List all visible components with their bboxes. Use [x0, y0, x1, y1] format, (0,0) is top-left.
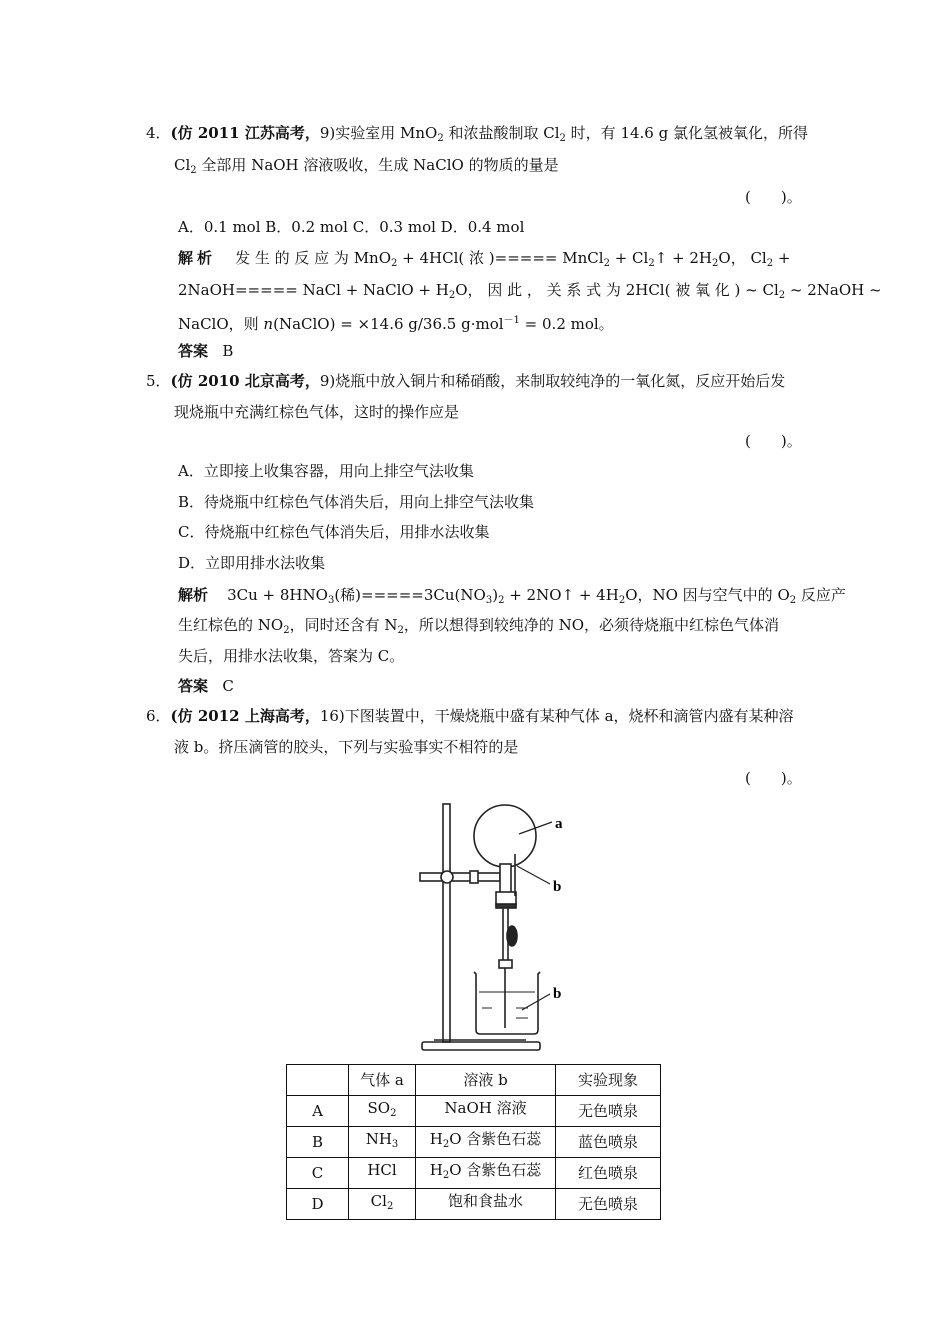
q5-jiexi-line2	[178, 615, 779, 641]
result-cell: 无色喷泉	[556, 1189, 661, 1220]
q5-jiexi-text: ，所以想得到较纯净的 NO，必须待烧瓶中红棕色气体消	[403, 616, 780, 634]
solution-cell	[416, 1127, 556, 1158]
q4-jiexi-italic: n	[263, 315, 274, 333]
gas: SO	[367, 1099, 391, 1117]
q5-jiexi-text: )	[492, 586, 499, 604]
q6-text: 下图装置中，干燥烧瓶中盛有某种气体 a，烧杯和滴管内盛有某种溶	[344, 707, 794, 725]
q5-number: 5．	[146, 372, 171, 390]
subscript: 2	[498, 595, 505, 606]
subscript: 3	[391, 1139, 399, 1150]
q6-options-table	[286, 1064, 661, 1220]
q5-jiexi-line1	[178, 585, 846, 611]
answer-label: 答案	[178, 677, 209, 695]
answer-value: B	[222, 342, 234, 360]
q4-jiexi-text: ↑ + 2H	[654, 249, 713, 267]
q4-line2	[174, 155, 559, 181]
q6-line1	[146, 706, 794, 726]
solution-prefix: H	[429, 1161, 443, 1179]
q5-option-b: B．待烧瓶中红棕色气体消失后，用向上排空气法收集	[178, 493, 535, 511]
label-b-dropper: b	[553, 879, 562, 895]
q4-jiexi-text: +	[773, 249, 791, 267]
q5-line1	[146, 371, 785, 391]
superscript: －1	[503, 315, 520, 326]
q4-text: 全部用 NaOH 溶液吸收，生成 NaClO 的物质的量是	[196, 156, 559, 174]
leader-b1	[517, 866, 550, 884]
subscript: 2	[766, 258, 774, 269]
q4-source-num: 9)	[319, 124, 336, 142]
q5-text: 烧瓶中放入铜片和稀硝酸，来制取较纯净的一氧化氮，反应开始后发	[335, 372, 786, 390]
q4-jiexi-text: + 4HCl( 浓 )===== MnCl	[397, 249, 604, 267]
gas-cell	[349, 1158, 416, 1189]
q4-answer	[178, 341, 233, 361]
subscript: 2	[712, 258, 719, 269]
gas-cell	[349, 1096, 416, 1127]
subscript: 2	[618, 595, 626, 606]
q5-source-num: 9)	[319, 372, 336, 390]
table-header: 溶液 b	[416, 1065, 556, 1096]
clamp-screw	[470, 871, 478, 883]
result-cell: 蓝色喷泉	[556, 1127, 661, 1158]
table-row	[287, 1189, 661, 1220]
subscript: 2	[437, 133, 444, 144]
q4-source: (仿 2011 江苏高考，	[170, 124, 320, 142]
label-a: a	[555, 816, 563, 832]
q5-jiexi-text: 3Cu + 8HNO	[227, 586, 328, 604]
q5-jiexi-line3: 失后，用排水法收集，答案为 C。	[178, 647, 405, 665]
q4-jiexi-text: NaClO，则	[178, 315, 264, 333]
subscript: 2	[448, 290, 456, 301]
q6-source-num: 16)	[319, 707, 345, 725]
solution-prefix: H	[429, 1130, 443, 1148]
q5-line2: 现烧瓶中充满红棕色气体，这时的操作应是	[174, 403, 460, 421]
q5-answer	[178, 676, 234, 696]
result-cell: 无色喷泉	[556, 1096, 661, 1127]
q6-line2: 液 b。挤压滴管的胶头，下列与实验事实不相符的是	[174, 738, 519, 756]
round-flask	[474, 805, 536, 867]
q5-option-c: C．待烧瓶中红棕色气体消失后，用排水法收集	[178, 523, 490, 541]
stand-base	[422, 1042, 540, 1050]
subscript: 2	[442, 1139, 450, 1150]
q4-text: Cl	[174, 156, 191, 174]
gas-cell	[349, 1189, 416, 1220]
fountain-apparatus-diagram	[416, 796, 586, 1058]
q4-jiexi-text: 2NaOH===== NaCl + NaClO + H	[178, 281, 449, 299]
q4-jiexi-text: 发 生 的 反 应 为 MnO	[235, 249, 392, 267]
gas: Cl	[370, 1192, 387, 1210]
q4-jiexi-line1	[178, 248, 790, 274]
q6-number: 6．	[146, 707, 171, 725]
row-label: A	[287, 1096, 349, 1127]
subscript: 2	[778, 290, 786, 301]
subscript: 2	[190, 165, 197, 176]
solution-cell	[416, 1189, 556, 1220]
gas: NH	[365, 1130, 392, 1148]
row-label: D	[287, 1189, 349, 1220]
row-label: C	[287, 1158, 349, 1189]
jiexi-label: 解析	[178, 586, 209, 604]
table-header-row	[287, 1065, 661, 1096]
q4-line1	[146, 123, 808, 149]
subscript: 2	[559, 133, 566, 144]
q4-jiexi-text: O， 因 此 ， 关 系 式 为 2HCl( 被 氧 化 ) ~ Cl	[455, 281, 779, 299]
stand-rod	[443, 804, 450, 1042]
q5-jiexi-text: 反应产	[796, 586, 846, 604]
table-header: 实验现象	[556, 1065, 661, 1096]
q5-source: (仿 2010 北京高考，	[170, 372, 320, 390]
q4-jiexi-text: (NaClO) = ×14.6 g/36.5 g·mol	[273, 315, 504, 333]
table-header: 气体 a	[349, 1065, 416, 1096]
q6-answer-paren: ( )。	[745, 769, 802, 787]
clamp-arm	[420, 873, 500, 881]
q4-text: 和浓盐酸制取 Cl	[443, 124, 560, 142]
subscript: 2	[390, 1108, 397, 1119]
q4-jiexi-text: = 0.2 mol。	[519, 315, 614, 333]
subscript: 2	[789, 595, 797, 606]
q4-text: 实验室用 MnO	[335, 124, 438, 142]
beaker	[474, 972, 540, 1034]
subscript: 2	[648, 258, 655, 269]
q5-jiexi-text: ，同时还含有 N	[289, 616, 398, 634]
solution: O 含紫色石蕊	[449, 1130, 542, 1148]
subscript: 3	[327, 595, 335, 606]
solution-cell	[416, 1158, 556, 1189]
rubber-bulb	[507, 926, 517, 946]
q4-options: A．0.1 mol B．0.2 mol C．0.3 mol D．0.4 mol	[178, 218, 525, 236]
q5-jiexi-text: + 2NO↑ + 4H	[504, 586, 619, 604]
table-row	[287, 1096, 661, 1127]
jiexi-label: 解析	[178, 249, 217, 267]
solution-cell	[416, 1096, 556, 1127]
q5-jiexi-text: (稀)=====3Cu(NO	[334, 586, 486, 604]
q5-option-d: D．立即用排水法收集	[178, 554, 326, 572]
subscript: 2	[386, 1201, 394, 1212]
q4-jiexi-text: O， Cl	[718, 249, 767, 267]
result-cell: 红色喷泉	[556, 1158, 661, 1189]
subscript: 3	[485, 595, 493, 606]
subscript: 2	[603, 258, 610, 269]
stopper-band	[496, 904, 516, 908]
table-row	[287, 1127, 661, 1158]
table-row	[287, 1158, 661, 1189]
pinch-clamp	[499, 960, 512, 968]
q4-jiexi-text: + Cl	[609, 249, 649, 267]
flask-neck	[500, 864, 511, 894]
solution: 饱和食盐水	[447, 1192, 523, 1210]
q4-answer-paren: ( )。	[745, 188, 802, 206]
subscript: 2	[391, 258, 398, 269]
row-label: B	[287, 1127, 349, 1158]
label-b-beaker: b	[553, 986, 562, 1002]
q5-option-a: A．立即接上收集容器，用向上排空气法收集	[178, 462, 474, 480]
q4-jiexi-line3	[178, 311, 614, 334]
clamp-knob	[441, 871, 453, 883]
q5-answer-paren: ( )。	[745, 432, 802, 450]
q4-jiexi-text: ~ 2NaOH ~	[785, 281, 882, 299]
subscript: 2	[442, 1170, 450, 1181]
subscript: 2	[283, 625, 290, 636]
leader-b2	[522, 994, 550, 1010]
q4-number: 4．	[146, 124, 171, 142]
q5-jiexi-text: 生红棕色的 NO	[178, 616, 284, 634]
table-header	[287, 1065, 349, 1096]
gas: HCl	[367, 1161, 397, 1179]
q4-text: 时，有 14.6 g 氯化氢被氧化，所得	[565, 124, 808, 142]
q4-jiexi-line2	[178, 280, 882, 306]
answer-label: 答案	[178, 342, 209, 360]
solution: O 含紫色石蕊	[449, 1161, 542, 1179]
solution: NaOH 溶液	[444, 1099, 527, 1117]
q5-jiexi-text: O，NO 因与空气中的 O	[625, 586, 790, 604]
answer-value: C	[222, 677, 234, 695]
subscript: 2	[397, 625, 404, 636]
gas-cell	[349, 1127, 416, 1158]
q6-source: (仿 2012 上海高考，	[170, 707, 320, 725]
